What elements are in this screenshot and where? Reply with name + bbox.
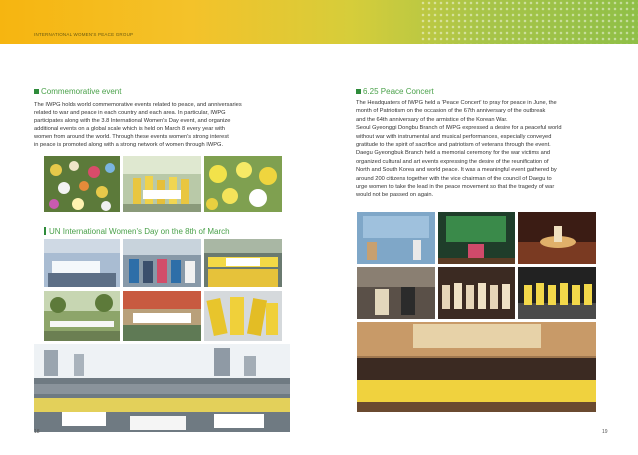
photo-un-1: [44, 239, 120, 287]
photo-concert-2: [438, 212, 515, 264]
photo-concert-5: [438, 267, 515, 319]
photo-commemorative-2: [123, 156, 201, 212]
photo-un-3: [204, 239, 282, 287]
page-number-left: 18: [34, 429, 40, 435]
photo-commemorative-1: [44, 156, 120, 212]
peace-concert-title: 6.25 Peace Concert: [356, 87, 434, 96]
photo-un-6: [204, 291, 282, 341]
photo-concert-1: [357, 212, 435, 264]
photo-concert-6: [518, 267, 596, 319]
commemorative-title: Commemorative event: [34, 87, 121, 96]
photo-un-4: [44, 291, 120, 341]
square-bullet-icon: [34, 89, 39, 94]
photo-un-group: [34, 344, 290, 432]
photo-concert-3: [518, 212, 596, 264]
photo-concert-4: [357, 267, 435, 319]
commemorative-body: The IWPG holds world commemorative events related to peace, and anniversaries related to war and peace in each country and each area. In particular, IWPG participates along with the 3.8 International Women's Day event, and organize additional events on a global scale which is held on March 8 every year with women from around the world. Through these events women's strong interest in peace is promoted along with a strong network of women through IWPG.: [34, 102, 242, 149]
un-womens-day-title: UN International Women's Day on the 8th of March: [44, 227, 230, 236]
photo-concert-group: [357, 322, 596, 412]
world-map-dots: [420, 0, 638, 44]
peace-concert-body: The Headquaters of IWPG held a 'Peace Concert' to pray for peace in June, the month of Patriotism on the occasion of the 67th anniversary of the outbreak and the 64th anniversary of the armistice of the Korean War. Seoul Gyeonggi Dongbu Branch of IWPG expressed a desire for a peaceful world without war with instrumental and musical performances, especially conveyed gratitude to the spirit of sacrifice and patriotism of veterans through the event. Daegu Gyeongbuk Branch held a memorial ceremony for the war victims and organized cultural and art events expressing the desire of the reunification of North and South Korea and world peace. It was a meaningful event gathered by around 200 citizens together with the vice chairman of the council of Daegu to urge women to take the lead in the peace movement so that the tragedy of war would not be passed on again.: [356, 100, 562, 199]
photo-commemorative-3: [204, 156, 282, 212]
photo-un-2: [123, 239, 201, 287]
photo-un-5: [123, 291, 201, 341]
org-name: INTERNATIONAL WOMEN'S PEACE GROUP: [34, 32, 134, 37]
page-number-right: 19: [602, 429, 608, 435]
bar-bullet-icon: [44, 227, 46, 235]
square-bullet-icon: [356, 89, 361, 94]
